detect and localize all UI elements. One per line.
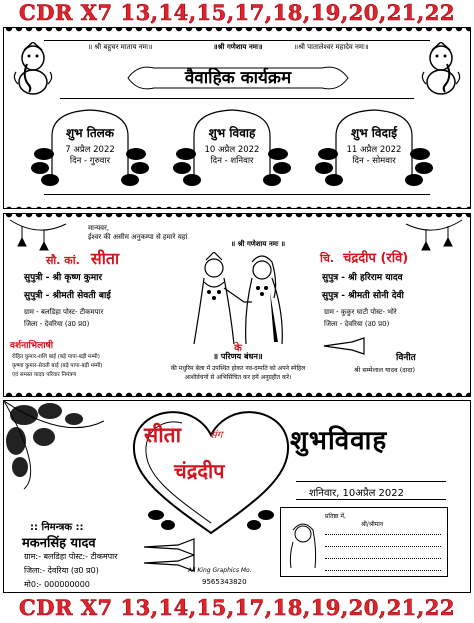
- signature-phone: 9565343820: [202, 578, 247, 586]
- mantra-right: ॥श्री पातालेश्वर महादेव नमः॥: [294, 43, 369, 51]
- ganesha-left-icon: [10, 42, 56, 98]
- top-rule: [44, 40, 430, 41]
- ganesha-right-icon: [418, 42, 464, 98]
- vinit-name: श्री सम्मेलाल यादव (दादा): [354, 366, 416, 374]
- address-line-4: [325, 570, 441, 571]
- details-top-scallop: [4, 214, 470, 224]
- nimantrak-addr1: ग्राम:- बलडिहा पोस्ट:- टीकमपार: [24, 552, 118, 561]
- heart-sang: संग: [210, 430, 223, 441]
- card-vivah-title: शुभ विवाह: [208, 126, 256, 140]
- varshana-line3: एवं समस्त यादव परिवार निमंत्रण: [12, 372, 77, 378]
- couple-illustration: [174, 252, 304, 346]
- heart-bride-name: सीता: [144, 422, 182, 447]
- groom-father: सुपुत्र - श्री हरिराम यादव: [322, 273, 403, 283]
- mantra-center: ॥श्री गणेशाय नमः॥: [213, 43, 263, 51]
- address-label1: प्रतिष्ठा में,: [325, 513, 346, 520]
- bottom-banner: CDR X7 13,14,15,17,18,19,20,21,22: [19, 595, 455, 620]
- intro-line2: ईश्वर की असीम अनुकम्पा से हमारे यहां: [88, 233, 188, 241]
- address-box: [280, 507, 448, 577]
- mid-rule: [60, 98, 414, 99]
- bride-name: सीता: [90, 249, 120, 268]
- bride-prefix: सौ. कां.: [46, 254, 80, 267]
- card-vidai-day: दिन - सोमवार: [352, 156, 396, 166]
- date-rule-bottom: [296, 499, 446, 500]
- address-line-2: [325, 546, 441, 547]
- bond-text: ॥ परिणय बंधन॥: [213, 352, 263, 361]
- card-vidai-title: शुभ विदाई: [351, 126, 397, 140]
- blessing-line1: की मधुरिम बेला में उपस्थित होकर नव-दम्पति को अपने स्नेहिल: [170, 365, 306, 372]
- envelope-card: [3, 400, 471, 593]
- card-tilak-title: शुभ तिलक: [65, 126, 115, 140]
- top-banner: CDR X7 13,14,15,17,18,19,20,21,22: [19, 0, 455, 25]
- heart-groom-name: चंद्रदीप: [174, 459, 225, 483]
- groom-addr1: ग्राम - कुकुर घाटी पोस्ट- भोरे: [324, 308, 397, 316]
- bride-addr1: ग्राम - बलडिहा पोस्ट- टीकमपार: [24, 308, 104, 316]
- date-rule-top: [296, 481, 446, 482]
- address-line-3: [325, 558, 441, 559]
- groom-mother: सुपुत्र - श्रीमती सोनी देवी: [322, 291, 404, 301]
- varshana-line1: रोहित कुमार-शशि बाई (बड़े पापा-बड़ी मम्मी): [12, 354, 100, 360]
- bride-mother: सुपुत्री - श्रीमती सेवती बाई: [24, 291, 111, 301]
- top-scallop-border: [4, 28, 470, 38]
- card-vidai: [327, 124, 421, 172]
- address-label2: श्री/श्रीमान: [361, 521, 384, 528]
- bride-addr2: जिला - देवरिया (उ0 प्र0): [24, 320, 90, 328]
- bottom-scallop-border: [4, 200, 470, 209]
- card-tilak-date: 7 अप्रैल 2022: [65, 145, 115, 155]
- shubh-vivah-title: शुभविवाह: [290, 426, 388, 456]
- groom-addr2: जिला - देवरिया (उ0 प्र0): [324, 320, 390, 328]
- groom-heading: [320, 247, 408, 266]
- groom-prefix: चि.: [320, 252, 335, 265]
- card-vivah-day: दिन - शनिवार: [210, 156, 254, 166]
- varshana-title: वर्शनाभिलाषी: [10, 341, 54, 351]
- details-bottom-scallop: [4, 386, 470, 396]
- date-line: शनिवार, 10अप्रैल 2022: [309, 488, 404, 499]
- bottom-rule: [44, 194, 430, 195]
- card-tilak-day: दिन - गुरुवार: [69, 156, 111, 166]
- details-mantra: ॥ श्री गणेशाय नमः ॥: [230, 240, 286, 248]
- page-title: वैवाहिक कार्यक्रम: [184, 68, 292, 88]
- mantra-left: ॥ श्री बहुचर माताय नमः॥: [88, 43, 153, 51]
- address-line-1: [325, 534, 441, 535]
- card-vivah: [185, 124, 279, 172]
- wedding-program-card: [3, 27, 471, 209]
- shehnai-icon: [322, 336, 366, 356]
- nimantrak-mobile: मो0:- 000000000: [24, 580, 90, 589]
- bride-father: सुपुत्री - श्री कृष्ण कुमार: [24, 273, 103, 283]
- nimantrak-label: :: निमन्त्रक ::: [30, 522, 84, 533]
- varshana-line2: कृष्णा कुमार-सेवती बाई (बड़े पापा-बड़ी मम्मी): [12, 363, 103, 369]
- floral-corner-icon: [4, 401, 114, 491]
- bride-heading: [46, 247, 119, 269]
- signature-text: Ali King Graphics Mo.: [188, 567, 252, 574]
- card-vidai-date: 11 अप्रैल 2022: [346, 145, 402, 155]
- ke-word: के: [234, 343, 242, 354]
- nimantrak-name: मकनसिंह यादव: [22, 536, 96, 551]
- blessing-line2: आशीर्वचनों से अभिसिंचित कर हमें अनुग्रहीत करें।: [184, 374, 292, 381]
- vinit-title: विनीत: [396, 353, 416, 363]
- nimantrak-addr2: जिला:- देवरिया (उ0 प्र0): [24, 566, 99, 575]
- card-tilak: [43, 124, 137, 172]
- bride-sketch-icon: [285, 522, 321, 570]
- corner-ornament-right-icon: [404, 218, 464, 258]
- intro-line1: मान्यवर,: [88, 224, 110, 232]
- card-vivah-date: 10 अप्रैल 2022: [204, 145, 260, 155]
- wedding-details-card: [3, 213, 471, 397]
- groom-name: चंद्रदीप (रवि): [343, 251, 409, 266]
